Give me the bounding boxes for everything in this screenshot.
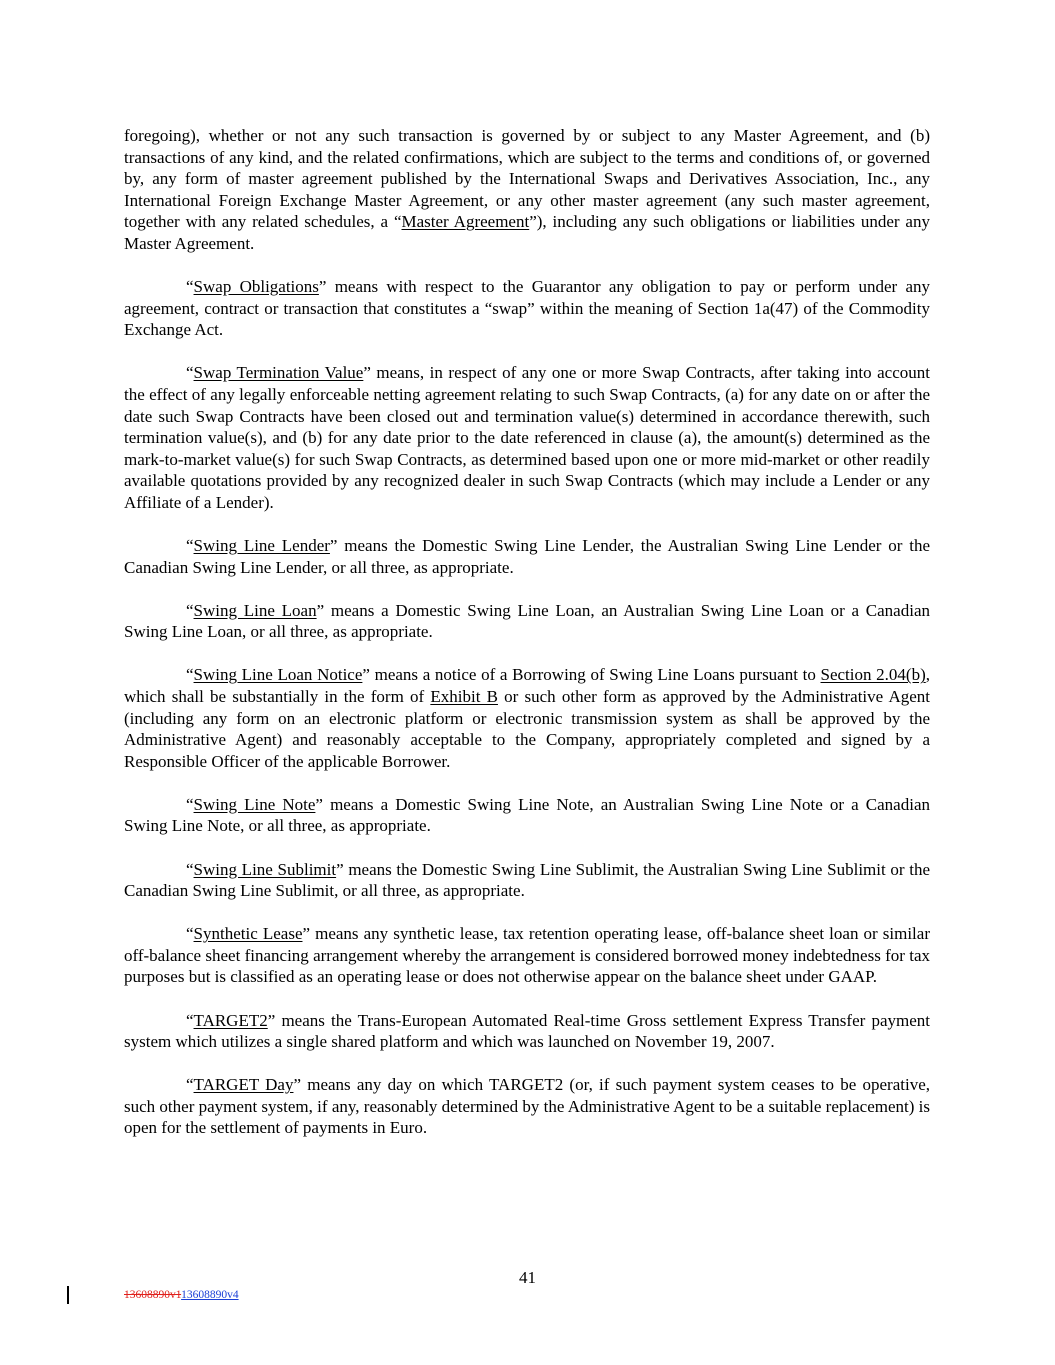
exhibit-reference: Exhibit B — [430, 686, 498, 706]
defined-term: Swap Obligations — [193, 277, 319, 297]
document-id-inserted: 13608890v4 — [181, 1289, 239, 1301]
definition-text: ” means a Domestic Swing Line Note, an Australian Swing Line Note or a Canadian Swing Line Note, or all three, as appropriate. — [124, 794, 930, 836]
paragraph-text: foregoing), whether or not any such transaction is governed by or subject to any Master Agreement, and (b) transactions of any kind, and the related confirmations, which are subject to the terms and conditions of, or governed by, any form of master agreement published by the International Swaps and Derivatives Association, Inc., any International Foreign Exchange Master Agreement, or any other master agreement (any such master agreement, together with any related schedules, a “ — [124, 126, 930, 232]
open-quote: “ — [186, 536, 194, 555]
defined-term: Swap Termination Value — [193, 363, 364, 383]
definition-text: ” means, in respect of any one or more Swap Contracts, after taking into account the effect of any legally enforceable netting agreement relating to such Swap Contracts, (a) for any date on or after the date such Swap Contracts have been closed out and termination value(s) determined in accordance therewith, such termination value(s), and (b) for any date prior to the date referenced in clause (a), the amount(s) determined as the mark-to-market value(s) for such Swap Contracts, as determined based upon one or more mid-market or other readily available quotations provided by any recognized dealer in such Swap Contracts (which may include a Lender or any Affiliate of a Lender). — [124, 363, 930, 512]
continuation-paragraph — [124, 125, 930, 255]
definition-swing-line-sublimit — [124, 859, 930, 902]
revision-change-bar — [67, 1286, 69, 1304]
definition-text: ” means any synthetic lease, tax retention operating lease, off-balance sheet loan or similar off-balance sheet financing arrangement whereby the arrangement is considered borrowed money indebtedness for tax purposes but is classified as an operating lease or does not otherwise appear on the balance sheet under GAAP. — [124, 924, 930, 987]
defined-term: TARGET2 — [193, 1010, 268, 1030]
open-quote: “ — [186, 600, 194, 620]
definition-text: ” means a Domestic Swing Line Loan, an Australian Swing Line Loan or a Canadian Swing Line Loan, or all three, as appropriate. — [124, 600, 930, 642]
defined-term: Swing Line Loan Notice — [193, 665, 363, 685]
paragraph-text: ”), including any such obligations or liabilities under any Master Agreement. — [124, 212, 930, 253]
defined-term: Swing Line Lender — [193, 536, 330, 555]
defined-term: Swing Line Sublimit — [193, 859, 337, 879]
open-quote: “ — [186, 1075, 194, 1095]
definition-text: ” means the Trans-European Automated Real-time Gross settlement Express Transfer payment system which utilizes a single shared platform and which was launched on November 19, 2007. — [124, 1010, 930, 1052]
open-quote: “ — [186, 363, 194, 383]
open-quote: “ — [186, 794, 194, 814]
definition-text: , which shall be substantially in the form of — [124, 665, 930, 706]
section-reference: Section 2.04(b) — [820, 665, 926, 685]
definition-text: ” means the Domestic Swing Line Sublimit, the Australian Swing Line Sublimit or the Canadian Swing Line Sublimit, or all three, as appropriate. — [124, 859, 930, 901]
defined-term: Swing Line Loan — [193, 600, 317, 620]
definition-swing-line-note — [124, 794, 930, 837]
definition-text: or such other form as approved by the Administrative Agent (including any form on an electronic platform or electronic transmission system as shall be approved by the Administrative Agent) and reasonably acceptable to the Company, appropriately completed and signed by a Responsible Officer of the applicable Borrower. — [124, 686, 930, 771]
open-quote: “ — [186, 924, 194, 944]
defined-term: Swing Line Note — [193, 794, 316, 814]
document-id-deleted: 13608890v1 — [124, 1289, 182, 1301]
page-number: 41 — [519, 1268, 536, 1287]
document-id — [124, 1289, 239, 1301]
open-quote: “ — [186, 1010, 194, 1030]
definition-text: ” means with respect to the Guarantor any obligation to pay or perform under any agreement, contract or transaction that constitutes a “swap” within the meaning of Section 1a(47) of the Commodity Exchange Act. — [124, 277, 931, 340]
definition-target-day — [124, 1074, 930, 1139]
defined-term: Synthetic Lease — [193, 924, 303, 944]
definition-synthetic-lease — [124, 923, 930, 988]
definition-text: ” means a notice of a Borrowing of Swing Line Loans pursuant to — [362, 665, 821, 685]
definition-swap-obligations — [124, 276, 930, 341]
document-body — [124, 125, 930, 1160]
open-quote: “ — [186, 859, 194, 879]
open-quote: “ — [186, 277, 194, 297]
defined-term: Master Agreement — [401, 212, 530, 232]
definition-text: ” means the Domestic Swing Line Lender, the Australian Swing Line Lender or the Canadian Swing Line Lender, or all three, as appropriate. — [124, 536, 930, 577]
definition-swap-termination-value — [124, 362, 930, 513]
definition-swing-line-lender — [124, 535, 930, 578]
definition-target2 — [124, 1010, 930, 1053]
open-quote: “ — [186, 665, 194, 685]
definition-swing-line-loan-notice — [124, 664, 930, 772]
definition-swing-line-loan — [124, 600, 930, 643]
defined-term: TARGET Day — [193, 1075, 294, 1095]
definition-text: ” means any day on which TARGET2 (or, if such payment system ceases to be operative, such other payment system, if any, reasonably determined by the Administrative Agent to be a suitable replacement) is open for the settlement of payments in Euro. — [124, 1075, 930, 1138]
